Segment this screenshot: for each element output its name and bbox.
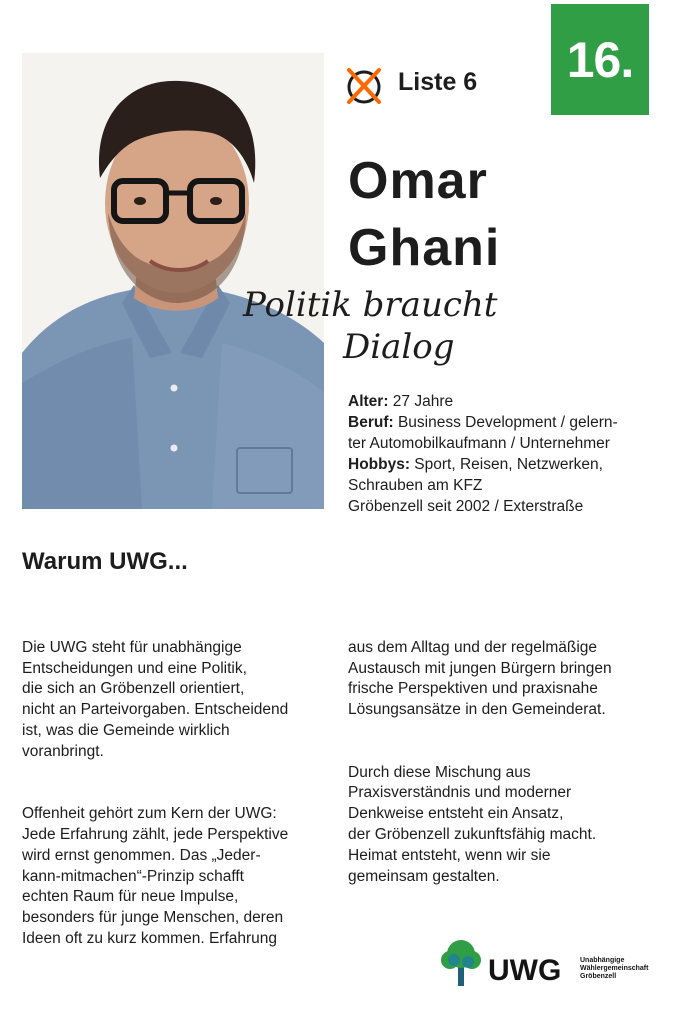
hobbies-value-2: Schrauben am KFZ: [348, 477, 483, 494]
text-column-right: [348, 617, 668, 929]
residence: Gröbenzell seit 2002 / Exterstraße: [348, 498, 584, 515]
logo-line-1: Unabhängige: [580, 957, 625, 964]
ballot-cross-icon: [345, 64, 383, 106]
paragraph-right-2: Durch diese Mischung aus Praxisverständnis und moderner Denkweise entsteht ein Ansatz, der Gröbenzell zukunftsfähig macht. Heimat entsteht, wenn wir sie gemeinsam gestalten.: [348, 763, 597, 885]
paragraph-left-1: Die UWG steht für unabhängige Entscheidungen und eine Politik, die sich an Gröbenzell orientiert, nicht an Parteivorgaben. Entscheidend ist, was die Gemeinde wirklich voranbringt.: [22, 638, 289, 760]
logo-line-3: Gröbenzell: [580, 973, 617, 980]
logo-wordmark: UWG: [488, 954, 562, 987]
hobbies-label: Hobbys:: [348, 456, 410, 473]
candidate-last-name: Ghani: [348, 219, 501, 277]
age-value: 27 Jahre: [388, 393, 454, 410]
job-value-1: Business Development / gelern-: [393, 414, 618, 431]
paragraph-right-1: aus dem Alltag und der regelmäßige Austausch mit jungen Bürgern bringen frische Perspektiven und praxisnahe Lösungsansätze in den Gemeinderat.: [348, 638, 612, 719]
slogan-handwriting: [238, 278, 588, 373]
info-hobbies-row: [348, 454, 618, 475]
list-label: Liste 6: [398, 68, 478, 96]
hobbies-value-1: Sport, Reisen, Netzwerken,: [410, 456, 603, 473]
list-position-badge: 16.: [551, 4, 649, 115]
text-column-left: [22, 617, 332, 991]
candidate-first-name: Omar: [348, 152, 488, 210]
paragraph-left-2: Offenheit gehört zum Kern der UWG: Jede Erfahrung zählt, jede Perspektive wird ernst genommen. Das „Jeder- kann-mitmachen“-Prinzip schafft echten Raum für neue Impulse, besonders für junge Menschen, deren Ideen oft zu kurz kommen. Erfahrung: [22, 805, 289, 947]
section-title: Warum UWG...: [22, 548, 188, 575]
info-job-row: [348, 412, 618, 433]
job-value-2: ter Automobilkaufmann / Unternehmer: [348, 435, 610, 452]
uwg-logo: [440, 938, 660, 988]
info-age-row: [348, 391, 618, 412]
slogan-line-2: Dialog: [343, 327, 455, 367]
tree-logo-icon: [441, 940, 481, 986]
slogan-line-1: Politik braucht: [243, 285, 498, 325]
candidate-info: [348, 391, 618, 517]
logo-line-2: Wählergemeinschaft: [580, 965, 649, 972]
job-label: Beruf:: [348, 414, 394, 431]
age-label: Alter:: [348, 393, 389, 410]
